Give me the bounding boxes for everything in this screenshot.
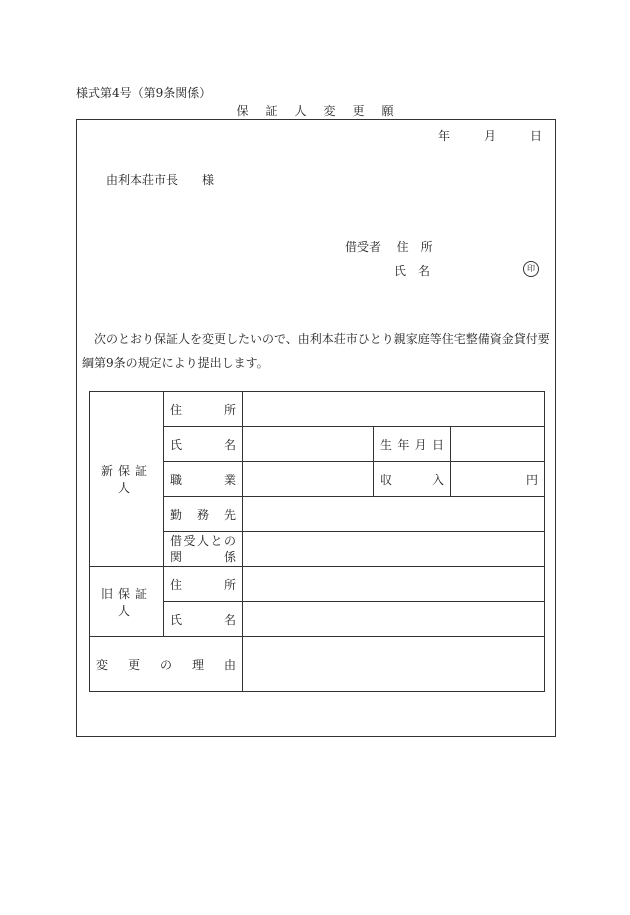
old-guarantor-label: 旧保証人: [90, 567, 164, 637]
income-cell[interactable]: [451, 462, 545, 497]
seal-mark: 印: [523, 261, 539, 277]
relation-label: [164, 532, 243, 567]
date-year-label: 年: [437, 129, 450, 143]
old-address-label: 住所: [164, 567, 243, 602]
change-reason-cell[interactable]: [243, 637, 545, 692]
occupation-label: 職業: [164, 462, 243, 497]
form-number-label: 様式第4号（第9条関係）: [76, 86, 212, 100]
borrower-address-line: [345, 238, 433, 255]
guarantor-table: [89, 391, 545, 692]
borrower-role-label: 借受者: [345, 240, 382, 254]
borrower-name-label: 氏 名: [394, 264, 431, 278]
income-unit: 円: [526, 472, 539, 487]
table-row: [90, 637, 545, 692]
workplace-label: 勤務先: [164, 497, 243, 532]
addressee: 由利本荘市長 様: [106, 173, 215, 187]
income-label: 収入: [374, 462, 451, 497]
relation-label-line1: 借受人との: [170, 534, 236, 548]
date-month-label: 月: [483, 129, 496, 143]
new-name-cell[interactable]: [243, 427, 374, 462]
relation-label-line2: 関係: [170, 550, 236, 564]
date-day-label: 日: [529, 129, 542, 143]
occupation-cell[interactable]: [243, 462, 374, 497]
birthdate-cell[interactable]: [451, 427, 545, 462]
table-row: [90, 392, 545, 427]
old-name-label: 氏名: [164, 602, 243, 637]
change-reason-label: 変更の理由: [90, 637, 243, 692]
workplace-cell[interactable]: [243, 497, 545, 532]
relation-cell[interactable]: [243, 532, 545, 567]
table-row: [90, 567, 545, 602]
birthdate-label: 生年月日: [374, 427, 451, 462]
new-address-cell[interactable]: [243, 392, 545, 427]
new-name-label: 氏名: [164, 427, 243, 462]
document-title: 保証人変更願: [236, 104, 411, 118]
new-guarantor-label: 新保証人: [90, 392, 164, 567]
new-address-label: 住所: [164, 392, 243, 427]
old-address-cell[interactable]: [243, 567, 545, 602]
body-text: 次のとおり保証人を変更したいので、由利本荘市ひとり親家庭等住宅整備資金貸付要綱第9条の規定により提出します。: [82, 332, 550, 370]
borrower-address-label: 住 所: [396, 240, 433, 254]
old-name-cell[interactable]: [243, 602, 545, 637]
date-line: [438, 127, 542, 144]
